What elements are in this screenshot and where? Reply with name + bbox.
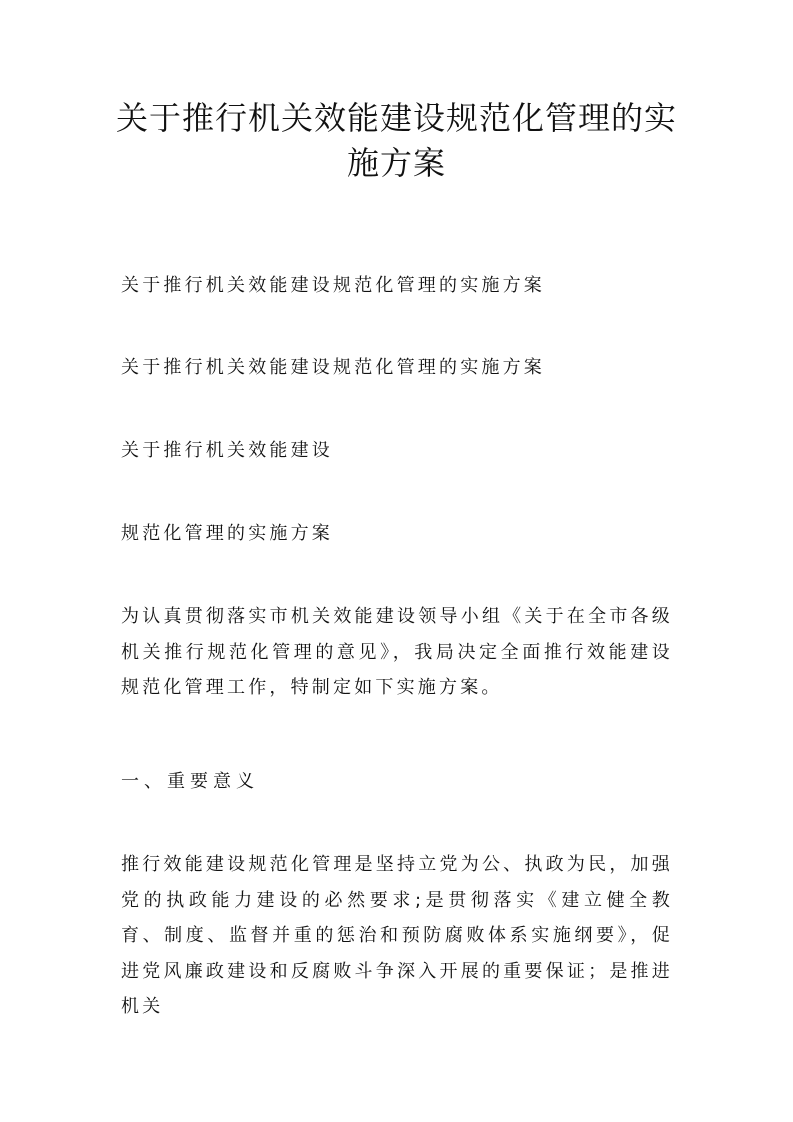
subtitle-line: 规范化管理的实施方案 (121, 523, 333, 544)
subtitle-line: 关于推行机关效能建设 (121, 440, 333, 461)
section-heading: 一、重要意义 (121, 771, 259, 792)
subtitle-line: 关于推行机关效能建设规范化管理的实施方案 (121, 357, 545, 378)
intro-paragraph: 为认真贯彻落实市机关效能建设领导小组《关于在全市各级机关推行规范化管理的意见》，我局决定全面推行效能建设规范化管理工作，特制定如下实施方案。 (121, 606, 673, 698)
document-title: 关于推行机关效能建设规范化管理的实施方案 (115, 99, 677, 182)
subtitle-line: 关于推行机关效能建设规范化管理的实施方案 (121, 275, 545, 296)
body-paragraph: 推行效能建设规范化管理是坚持立党为公、执政为民，加强党的执政能力建设的必然要求;是贯彻落实《建立健全教育、制度、监督并重的惩治和预防腐败体系实施纲要》，促进党风廉政建设和反腐败斗争深入开展的重要保证；是推进机关 (121, 854, 673, 1017)
